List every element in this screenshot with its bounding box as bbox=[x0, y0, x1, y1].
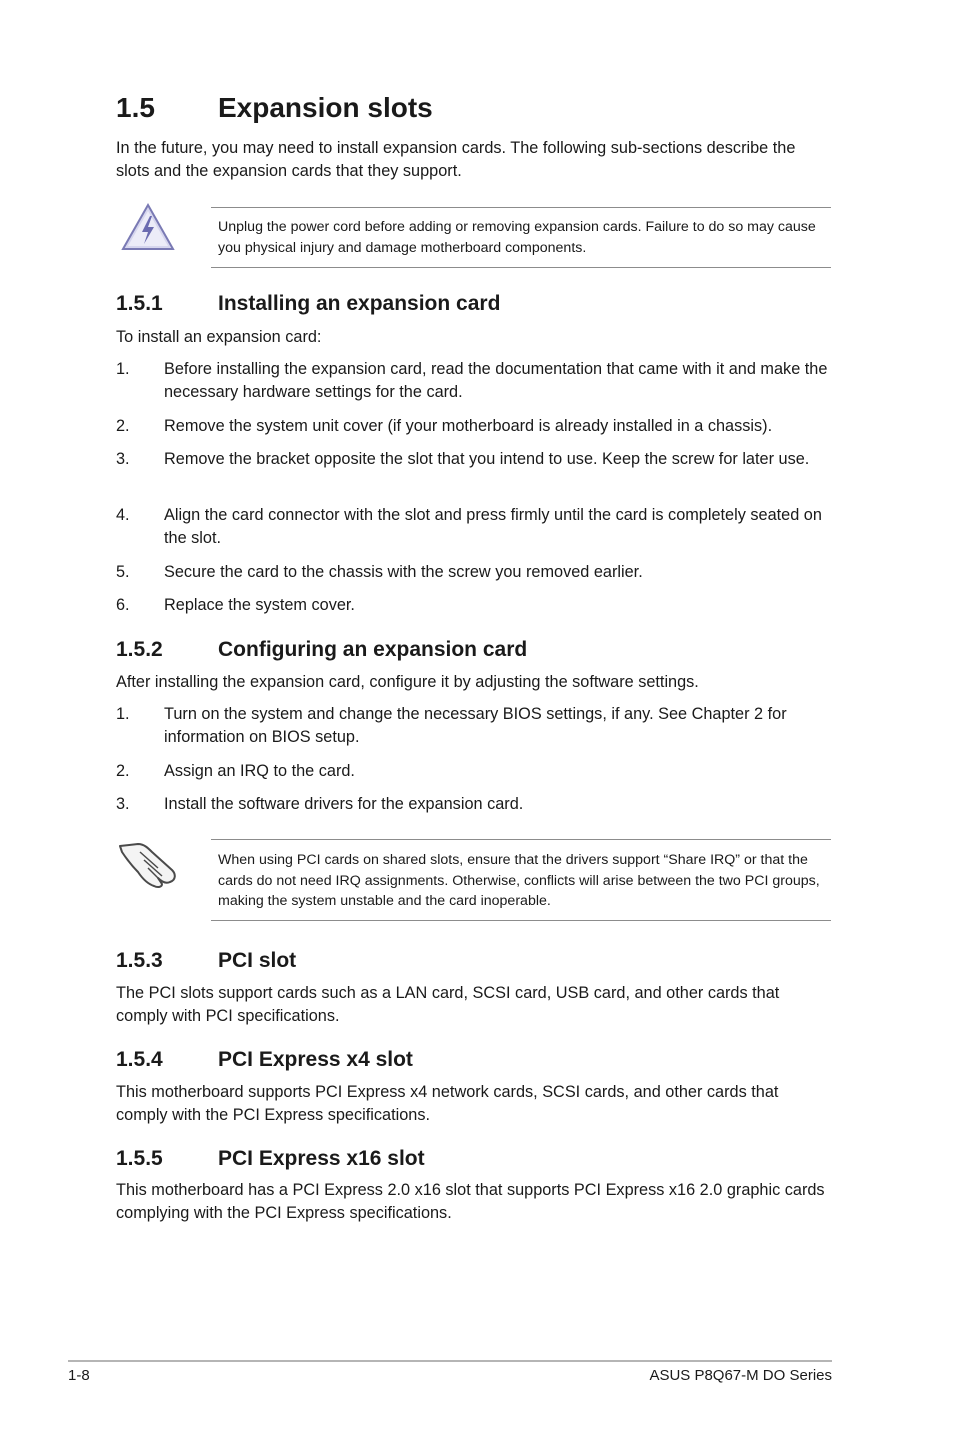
step-number: 1. bbox=[116, 360, 130, 378]
step-text: Install the software drivers for the expansion card. bbox=[164, 795, 524, 813]
intro-paragraph: In the future, you may need to install expansion cards. The following sub-sections describe the slots and the expansion cards that they support. bbox=[116, 139, 796, 180]
section-number: 1.5 bbox=[116, 92, 155, 123]
step-number: 6. bbox=[116, 596, 130, 614]
subsection-title: PCI Express x16 slot bbox=[218, 1147, 425, 1170]
warning-triangle-icon bbox=[120, 202, 176, 252]
step-number: 2. bbox=[116, 762, 130, 780]
install-step bbox=[116, 448, 832, 471]
install-lead: To install an expansion card: bbox=[116, 328, 322, 346]
warning-note bbox=[211, 207, 831, 268]
subsection-number: 1.5.5 bbox=[116, 1147, 163, 1170]
subsection-title: Configuring an expansion card bbox=[218, 638, 528, 661]
subsection-heading-1-5-3 bbox=[116, 949, 296, 973]
subsection-number: 1.5.3 bbox=[116, 949, 163, 972]
step-number: 2. bbox=[116, 417, 130, 435]
footer-product-name: ASUS P8Q67-M DO Series bbox=[649, 1367, 832, 1384]
step-text: Secure the card to the chassis with the screw you removed earlier. bbox=[164, 563, 643, 581]
pci-slot-paragraph: The PCI slots support cards such as a LAN card, SCSI card, USB card, and other cards that comply with PCI specifications. bbox=[116, 984, 780, 1025]
subsection-heading-1-5-4 bbox=[116, 1048, 413, 1072]
step-number: 4. bbox=[116, 506, 130, 524]
footer-page-number: 1-8 bbox=[68, 1367, 90, 1384]
subsection-heading-1-5-2 bbox=[116, 638, 527, 662]
pointing-hand-icon bbox=[118, 840, 180, 890]
subsection-heading-1-5-5 bbox=[116, 1147, 425, 1171]
step-number: 5. bbox=[116, 563, 130, 581]
configure-lead: After installing the expansion card, configure it by adjusting the software settings. bbox=[116, 673, 699, 691]
subsection-title: PCI slot bbox=[218, 949, 297, 972]
pcie-x4-paragraph: This motherboard supports PCI Express x4 network cards, SCSI cards, and other cards that comply with the PCI Express specifications. bbox=[116, 1083, 779, 1124]
configure-step bbox=[116, 793, 832, 816]
step-text: Align the card connector with the slot and press firmly until the card is completely seated on the slot. bbox=[164, 506, 822, 547]
install-step bbox=[116, 358, 832, 404]
info-note bbox=[211, 839, 831, 921]
subsection-number: 1.5.1 bbox=[116, 292, 163, 315]
subsection-title: Installing an expansion card bbox=[218, 292, 501, 315]
configure-step bbox=[116, 760, 832, 783]
subsection-number: 1.5.4 bbox=[116, 1048, 163, 1071]
step-number: 1. bbox=[116, 705, 130, 723]
pcie-x16-paragraph: This motherboard has a PCI Express 2.0 x16 slot that supports PCI Express x16 2.0 graphic cards complying with the PCI Express specifications. bbox=[116, 1181, 825, 1222]
section-title: Expansion slots bbox=[218, 92, 433, 123]
footer-divider bbox=[68, 1360, 832, 1362]
subsection-number: 1.5.2 bbox=[116, 638, 163, 661]
section-heading bbox=[116, 92, 433, 124]
step-number: 3. bbox=[116, 450, 130, 468]
step-text: Turn on the system and change the necessary BIOS settings, if any. See Chapter 2 for information on BIOS setup. bbox=[164, 705, 787, 746]
step-text: Before installing the expansion card, read the documentation that came with it and make the necessary hardware settings for the card. bbox=[164, 360, 828, 401]
subsection-title: PCI Express x4 slot bbox=[218, 1048, 413, 1071]
install-step bbox=[116, 504, 832, 550]
step-text: Assign an IRQ to the card. bbox=[164, 762, 355, 780]
step-text: Replace the system cover. bbox=[164, 596, 355, 614]
subsection-heading-1-5-1 bbox=[116, 292, 500, 316]
install-step bbox=[116, 561, 832, 584]
step-number: 3. bbox=[116, 795, 130, 813]
step-text: Remove the system unit cover (if your motherboard is already installed in a chassis). bbox=[164, 417, 773, 435]
install-step bbox=[116, 415, 832, 438]
install-step bbox=[116, 594, 832, 617]
warning-note-text: Unplug the power cord before adding or removing expansion cards. Failure to do so may cause you physical injury and damage motherboard components. bbox=[218, 219, 816, 256]
configure-step bbox=[116, 703, 832, 749]
info-note-text: When using PCI cards on shared slots, ensure that the drivers support “Share IRQ” or that the cards do not need IRQ assignments. Otherwise, conflicts will arise between the two PCI groups, making the system unstable and the card inoperable. bbox=[218, 852, 820, 909]
step-text: Remove the bracket opposite the slot that you intend to use. Keep the screw for later use. bbox=[164, 450, 810, 468]
